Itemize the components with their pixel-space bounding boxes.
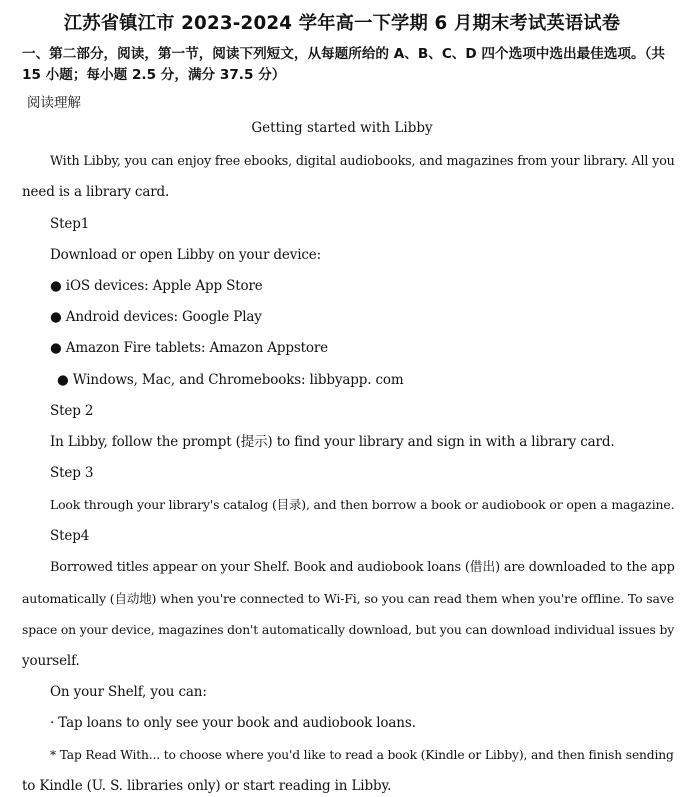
step2-heading: Step 2 <box>50 403 94 419</box>
shelf-intro: On your Shelf, you can: <box>50 684 207 700</box>
intro-paragraph-line: need is a library card. <box>22 184 170 200</box>
article-title: Getting started with Libby <box>251 120 433 136</box>
step4-paragraph-line: Borrowed titles appear on your Shelf. Book and audiobook loans (借出) are downloaded to the app <box>50 560 675 575</box>
exam-title: 江苏省镇江市 2023-2024 学年高一下学期 6 月期末考试英语试卷 <box>63 13 621 34</box>
step1-text: Download or open Libby on your device: <box>50 247 322 263</box>
step4-paragraph-line: space on your device, magazines don't automatically download, but you can download individual issues by <box>22 623 675 637</box>
shelf-list-item-continuation: to Kindle (U. S. libraries only) or start reading in Libby. <box>22 778 392 794</box>
shelf-list-item: * Tap Read With... to choose where you'd like to read a book (Kindle or Libby), and then finish sending <box>50 748 674 762</box>
intro-paragraph-line: With Libby, you can enjoy free ebooks, digital audiobooks, and magazines from your library. All you <box>50 153 675 168</box>
step4-heading: Step4 <box>50 528 90 544</box>
step4-paragraph-line: yourself. <box>22 653 80 669</box>
device-list-item: ● iOS devices: Apple App Store <box>50 278 263 294</box>
shelf-list-item: · Tap loans to only see your book and audiobook loans. <box>50 715 416 731</box>
section-instruction: 一、第二部分，阅读，第一节，阅读下列短文，从每题所给的 A、B、C、D 四个选项中选出最佳选项。（共 15 小题；每小题 2.5 分，满分 37.5 分） <box>22 46 665 83</box>
step3-text: Look through your library's catalog (目录), and then borrow a book or audiobook or open a magazine. <box>50 497 675 512</box>
step1-heading: Step1 <box>50 216 90 232</box>
step2-text: In Libby, follow the prompt (提示) to find your library and sign in with a library card. <box>50 434 615 450</box>
step3-heading: Step 3 <box>50 465 94 481</box>
device-list-item: ● Windows, Mac, and Chromebooks: libbyapp. com <box>57 372 404 388</box>
section-tag: 阅读理解 <box>27 95 81 111</box>
device-list-item: ● Android devices: Google Play <box>50 309 262 325</box>
device-list-item: ● Amazon Fire tablets: Amazon Appstore <box>50 340 329 356</box>
step4-paragraph-line: automatically (自动地) when you're connected to Wi-Fi, so you can read them when you're offline. To save <box>22 591 674 606</box>
